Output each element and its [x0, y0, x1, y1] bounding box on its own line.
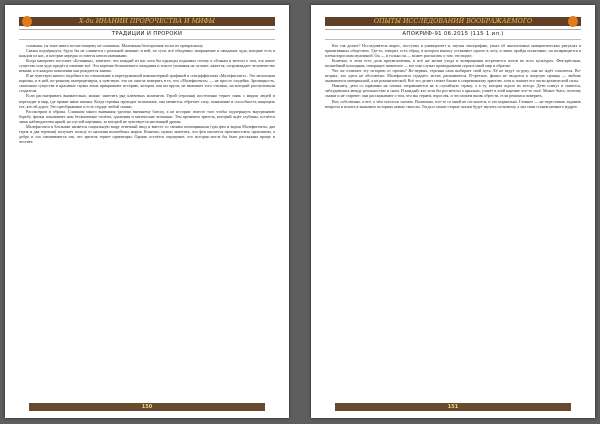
header-bar — [325, 17, 581, 26]
page-footer — [335, 403, 571, 411]
paragraph: Рассмотрим и образы. Слишком много внимания уделено внешнему блеску, а не истории: вместо того чтобы подчеркнуть внутреннюю борьбу, фильм показывает нам бесконечные полёты, сражения и магические вспышки. Тем временем зритель, который ждёт глубины, остаётся лишь наблюдателем яркой, но пустой картинки, за которой не чувствуется настоящей драмы. — [19, 108, 275, 124]
paragraph: Кто так делает? Исследователь вырос, поступил в университет и, изучая этнографию, узнал об аналогичных инициатических ритуалах в примитивных обществах. Где-то, говорят, есть обряд, в котором юношу оставляют одного в лесу, и лишь пройдя испытание, он возвращается в племя взрослым мужчиной. Он — и только он — может рассказать о том, что видел. — [325, 43, 581, 59]
body-text — [19, 43, 275, 398]
section-title: АПОКРИФ-91 06.2015 (115 1 ил.) — [402, 31, 504, 37]
header-bar — [19, 17, 275, 26]
paragraph: сознания, ты тоже никто по-настоящему не слышишь. Маленькая беспорочная тоска по прекрасному. — [26, 43, 204, 48]
paragraph: Когда наперевес поселяет «Ботаника», заметьте, что каждый из нас хотя бы однажды поднимал голову к облакам и мечтал о том, что некое существо или чудо придёт и изменит всё. Эта картина бесконечного ожидания и тихого упования на лучшее, кажется, сопровождает человечество веками, и в каждом поколении она рождается заново. — [19, 58, 275, 74]
header-rule — [325, 29, 581, 30]
paragraph: Конечно, в этом есть доля преувеличения, и всё же мотив ухода и возвращения встречается почти во всех культурах. Фея-крёстная, волшебный помощник, говорящее животное — все они служат проводниками героя в иной мир и обратно. — [325, 58, 581, 69]
paragraph: Малефисента в Ботанике является социальную миру ответный ввод и вместе со своими помощниками (три феи и ворон Малефисенты, два героя и два героини) получает пользу от наличия волшебных миров. Конечно, нужно заметить, что фея пытается противостоять проклятию, а добро и зло смешиваются так, что зритель теряет ориентиры. Однако остаётся ощущение, что история могла бы быть рассказана проще и честнее. — [19, 123, 275, 144]
page-footer — [29, 403, 265, 411]
section-title: ТРАДИЦИИ И ПРОРОКИ — [111, 31, 183, 37]
body-text — [325, 43, 581, 398]
running-header: Х-ди ИНАНИИ ПРОРОЧЕСТВА И МИФЫ — [79, 18, 215, 25]
paragraph: Если рассматривать внимательно, можно заметить ряд ключевых моментов. Герой (героиня) постепенно теряет связь с миром людей и переходит в мир, где правят иные законы. Когда героиня проходит испытание, она меняется: обретает силу, понимание и способность защищать тех, кто ей дорог. Это преображение и есть сердце любой сказки. — [19, 93, 275, 109]
running-header: ОПЫТЫ ИССЛЕДОВАНИЙ ВООБРАЖАЕМОГО — [373, 18, 533, 25]
page-number: 150 — [141, 404, 153, 410]
right-page — [311, 5, 595, 418]
page-number: 151 — [447, 404, 459, 410]
header-rule — [19, 29, 275, 30]
left-page — [5, 5, 289, 418]
section-rule — [325, 39, 581, 40]
paragraph: Наконец, дети со шрамами на спинах отправляются не в случайную страну, а в ту, которая ждала их всегда. Дети плачут и смеются, заблудившись между реальностью и сном. И каждый, кто хотя бы раз мечтал о крыльях, узнаёт в этой картине что-то своё. Может быть, поэтому сказки и не стареют: они рассказывают о том, что мы теряем, взрослея, и что можем вновь обрести, если решимся поверить. — [325, 83, 581, 99]
paragraph: Я не чувствую ничего подобного по отношению к перегруженной компьютерной графикой и спецэффектами «Малефисенте». Это непохожая картина, и в ней, по-разному интерпретируя, я чувствую, что не смогла поверить в то, что «Малефисента» — не просто злодейка. Зрелищность, сказочные существа и красивые сцены лишь прикрывают историю, которая, как ни крути, не вызывает того отклика, на который рассчитывали создатели. — [19, 73, 275, 94]
paragraph: Что же отличает эту историю от прочих? Во-первых, героиня сама выбирает свой путь. Её не ведут за руку, она не ждёт спасителя. Во-вторых, зло здесь не абсолютно: Малефисента страдает, мстит, раскаивается. В-третьих, финал не сводится к поцелую принца — любовь оказывается материнской, а не романтической. Всё это делает сюжет ближе к современному зрителю, хотя и лишает его части архаической силы. — [325, 68, 581, 84]
paragraph: Сказка подчёркнута, будто бы не сливается с реальной жизнью: в ней, по сути, всё обыденно: напряжение и ожидание чуда, которые есть в каждом из нас, и которые нередко остаются неисполненными. — [19, 48, 275, 59]
paragraph: Вот, собственно, и всё, о чём хотелось сказать. Возможно, кто-то со мной не согласится, и это нормально. Главное — не переставать задавать вопросы и искать в знакомых историях новые смыслы. Тогда и самые старые сказки будут звучать по-новому, а мы сами станем немного мудрее. — [325, 98, 581, 109]
section-rule — [19, 39, 275, 40]
